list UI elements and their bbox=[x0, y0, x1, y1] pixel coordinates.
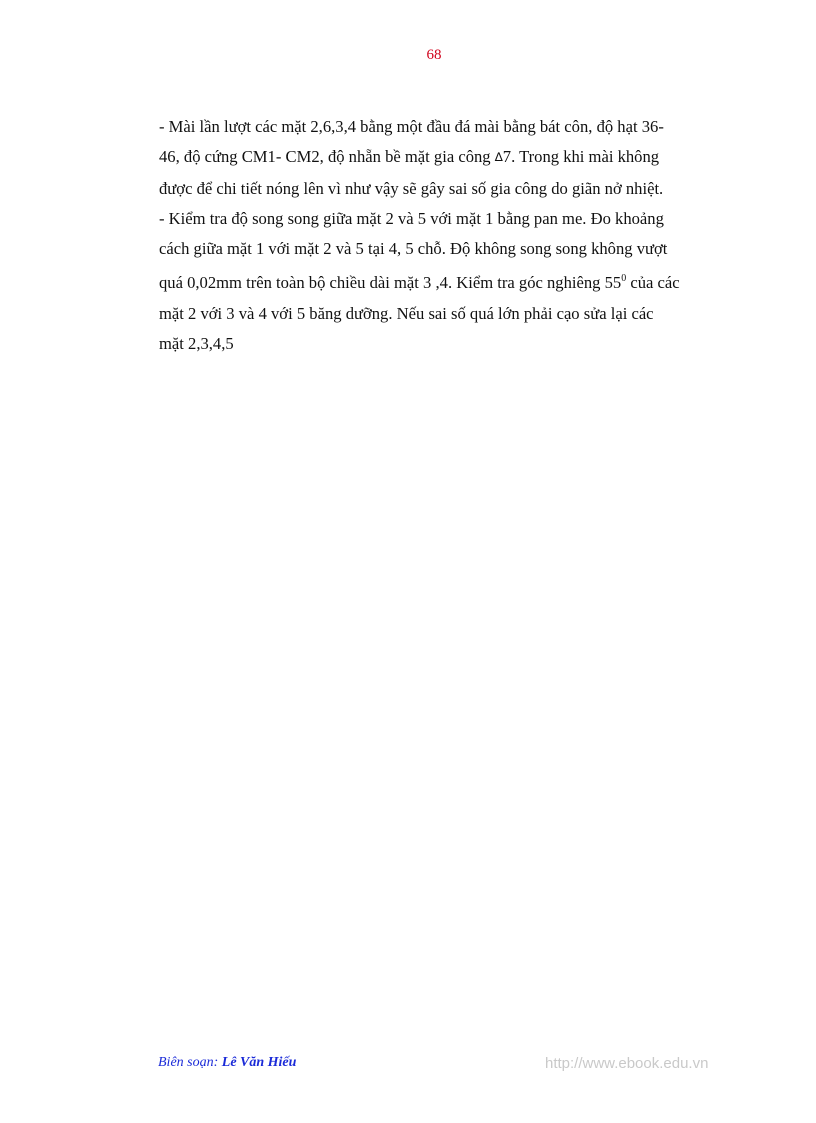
footer-url: http://www.ebook.edu.vn bbox=[545, 1055, 709, 1072]
text-line-8: mặt 2,3,4,5 bbox=[159, 334, 234, 354]
text-line-1: - Mài lần lượt các mặt 2,6,3,4 bằng một đầu đá mài bằng bát côn, độ hạt 36- bbox=[159, 117, 664, 136]
text-line-6 bbox=[159, 264, 729, 298]
author-label: Biên soạn: bbox=[158, 1055, 222, 1070]
text-line-2-end: 7. Trong khi mài không bbox=[502, 147, 660, 167]
text-line-5: cách giữa mặt 1 với mặt 2 và 5 tại 4, 5 chỗ. Độ không song song không vượt bbox=[159, 239, 668, 259]
author-name: Lê Văn Hiếu bbox=[221, 1055, 297, 1070]
text-line-4: - Kiểm tra độ song song giữa mặt 2 và 5 với mặt 1 bằng pan me. Đo khoảng bbox=[159, 208, 664, 228]
degree-superscript: 0 bbox=[621, 273, 627, 285]
text-line-6-start: quá 0,02mm trên toàn bộ chiều dài mặt 3 ,4. Kiểm tra góc nghiêng 55 bbox=[159, 273, 622, 293]
text-line-6-end: của các bbox=[626, 273, 680, 293]
footer-author bbox=[158, 1055, 296, 1071]
delta-symbol: ∆ bbox=[494, 150, 503, 165]
page-number: 68 bbox=[426, 47, 442, 63]
text-line-2 bbox=[159, 142, 729, 173]
text-line-7: mặt 2 với 3 và 4 với 5 băng dưỡng. Nếu sai số quá lớn phải cạo sửa lại các bbox=[159, 303, 654, 323]
body-text bbox=[159, 112, 729, 359]
text-line-2-start: 46, độ cứng CM1- CM2, độ nhẵn bề mặt gia công bbox=[159, 147, 495, 167]
text-line-3: được để chi tiết nóng lên vì như vậy sẽ gây sai số gia công do giãn nở nhiệt. bbox=[159, 178, 664, 198]
